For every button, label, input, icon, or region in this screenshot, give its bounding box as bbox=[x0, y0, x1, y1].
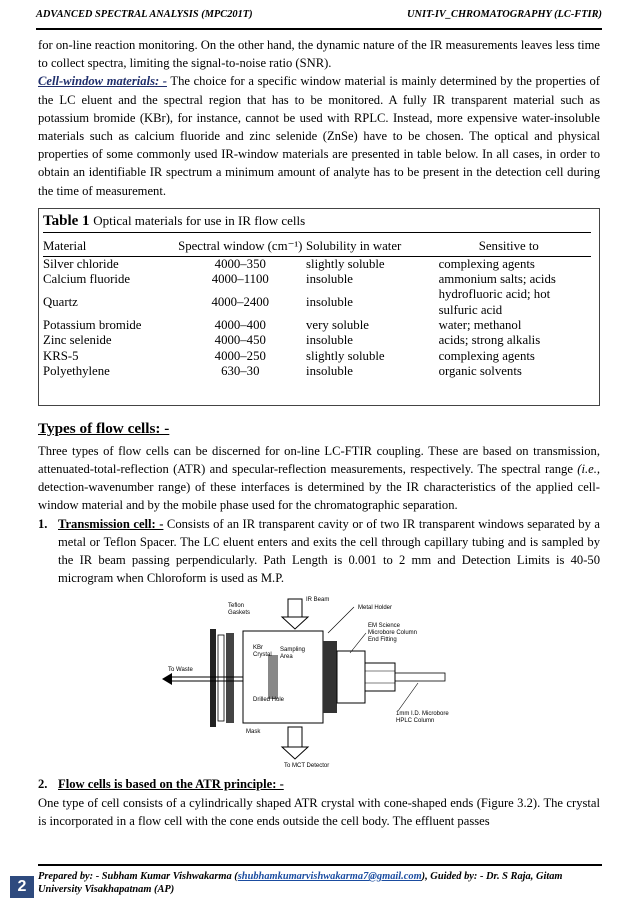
table-cell: slightly soluble bbox=[306, 256, 385, 271]
transmission-cell-figure bbox=[38, 593, 600, 769]
table-cell: Zinc selenide bbox=[43, 333, 112, 348]
list-number: 2. bbox=[38, 777, 48, 792]
label-teflon: Teflon bbox=[228, 603, 245, 610]
types-heading: Types of flow cells: - bbox=[38, 419, 170, 437]
table-cell: Potassium bromide bbox=[43, 318, 142, 333]
label-metal-holder: Metal Holder bbox=[358, 605, 393, 612]
list-item-transmission bbox=[38, 515, 600, 588]
table-cell: acids; strong alkalis bbox=[438, 333, 541, 348]
label-kbr: KBr bbox=[253, 645, 264, 652]
table-cell: hydrofluoric acid; hot sulfuric acid bbox=[438, 287, 551, 317]
types-paragraph bbox=[38, 442, 600, 515]
table-label: Table 1 bbox=[43, 212, 90, 229]
table-row bbox=[43, 256, 591, 272]
cell-window-text: The choice for a specific window material is mainly determined by the properties of the LC eluent and the spectral region that has to be monitored. A fully IR transparent material such as potassium bromide (KBr), for instance, cannot be used with RPLC. Instead, more expensive water-insoluble materials such as calcium fluoride and zinc selenide (ZnSe) have to be chosen. The optical and physical properties of some commonly used IR-window materials are presented in table below. In all cases, in order to obtain an identifiable IR spectrum a minimum amount of analyte has to be present in the detection cell during the time of measurement. bbox=[38, 74, 600, 198]
table-cell: complexing agents bbox=[438, 348, 535, 363]
transmission-text: Consists of an IR transparent cavity or of two IR transparent windows separated by a metal or Teflon Spacer. The LC eluent enters and exits the cell through capillary tubing and is sampled by the IR beam passing perpendicularly. Path Length is 0.001 to 2 mm and Detection Limits is 40-50 microgram when Chloroform is used as M.P. bbox=[58, 516, 600, 586]
table-row bbox=[43, 287, 591, 318]
types-italic: (i.e., bbox=[577, 462, 600, 477]
table-cell: insoluble bbox=[306, 295, 353, 310]
table-row bbox=[43, 272, 591, 287]
table-header-material: Material bbox=[43, 233, 175, 257]
flow-cell-diagram bbox=[158, 593, 488, 769]
author-email-link[interactable]: shubhamkumarvishwakarma7@gmail.com bbox=[237, 871, 422, 882]
cell-window-heading: Cell-window materials: - bbox=[38, 74, 167, 89]
table-header-spectral: Spectral window (cm⁻¹) bbox=[175, 233, 307, 257]
table-cell: very soluble bbox=[306, 318, 369, 333]
table-cell: 4000–1100 bbox=[211, 272, 269, 287]
page-header bbox=[36, 6, 602, 30]
label-em-science: EM Science bbox=[368, 623, 401, 630]
table-header-sensitive: Sensitive to bbox=[427, 233, 591, 257]
table-cell: 4000–450 bbox=[214, 333, 266, 348]
table-row bbox=[43, 349, 591, 364]
footer-credit bbox=[38, 864, 602, 896]
intro-paragraph: for on-line reaction monitoring. On the other hand, the dynamic nature of the IR measurements leaves less time to collect spectra, limiting the signal-to-noise ratio (SNR). bbox=[38, 38, 600, 71]
label-mask: Mask bbox=[246, 729, 261, 736]
table-cell: Polyethylene bbox=[43, 363, 110, 378]
types-text2: detection-wavenumber range) of these interfaces is determined by the IR characteristics of the applied cell-window material and by the mobile phase used for the chromatographic separation. bbox=[38, 480, 600, 513]
header-unit: UNIT-IV_CHROMATOGRAPHY (LC-FTIR) bbox=[406, 9, 602, 20]
table-cell: complexing agents bbox=[438, 256, 535, 271]
table-cell: KRS-5 bbox=[43, 348, 79, 363]
label-microbore-column: Microbore Column bbox=[368, 630, 418, 637]
table-header-solubility: Solubility in water bbox=[306, 233, 427, 257]
list-number: 1. bbox=[38, 516, 48, 531]
table-row bbox=[43, 318, 591, 333]
table-cell: insoluble bbox=[306, 272, 353, 287]
materials-table bbox=[38, 208, 600, 406]
list-item-atr bbox=[38, 775, 600, 793]
footer-prefix: Prepared by: - Subham Kumar Vishwakarma ( bbox=[38, 871, 238, 882]
table-cell: insoluble bbox=[306, 363, 353, 378]
table-title bbox=[43, 213, 591, 233]
table-cell: 4000–250 bbox=[214, 348, 266, 363]
label-area: Area bbox=[280, 654, 293, 661]
table-cell: ammonium salts; acids bbox=[438, 272, 556, 287]
table-cell: water; methanol bbox=[438, 318, 522, 333]
table-cell: 4000–400 bbox=[214, 318, 266, 333]
table-cell: 4000–2400 bbox=[211, 295, 270, 310]
label-sampling: Sampling bbox=[280, 647, 306, 654]
header-course: ADVANCED SPECTRAL ANALYSIS (MPC201T) bbox=[36, 9, 253, 20]
label-drilled-hole: Drilled Hole bbox=[253, 697, 285, 704]
table-caption: Optical materials for use in IR flow cells bbox=[93, 212, 306, 228]
label-to-waste: To Waste bbox=[168, 667, 193, 674]
table-cell: organic solvents bbox=[438, 363, 522, 378]
table-cell: Calcium fluoride bbox=[43, 272, 131, 287]
label-microbore: 1mm I.D. Microbore bbox=[396, 711, 449, 718]
label-hplc-column: HPLC Column bbox=[396, 718, 435, 725]
footer-suffix: ), Guided by: - Dr. S Raja, Gitam University Visakhapatnam (AP) bbox=[38, 871, 563, 895]
label-detector: To MCT Detector bbox=[284, 763, 330, 770]
types-text: Three types of flow cells can be discerned for on-line LC-FTIR coupling. These are based on transmission, attenuated-total-reflection (ATR) and specular-reflection measurements, respectively. The spectral range bbox=[38, 443, 600, 477]
table-cell: 4000–350 bbox=[214, 256, 266, 271]
label-ir-beam: IR Beam bbox=[306, 597, 330, 604]
table-row bbox=[43, 333, 591, 348]
page-footer bbox=[0, 860, 638, 902]
label-gaskets: Gaskets bbox=[228, 610, 251, 617]
table-cell: 630–30 bbox=[221, 363, 260, 378]
table-cell: slightly soluble bbox=[306, 348, 385, 363]
atr-paragraph: One type of cell consists of a cylindrically shaped ATR crystal with cone-shaped ends (Figure 3.2). The crystal is incorporated in a flow cell with the cone ends outside the cell body. The effluent passes bbox=[38, 795, 600, 828]
table-cell: Quartz bbox=[43, 295, 78, 310]
transmission-heading: Transmission cell: - bbox=[58, 516, 164, 531]
label-end-fitting: End Fitting bbox=[368, 637, 397, 644]
table-row bbox=[43, 364, 591, 379]
page-content bbox=[38, 36, 600, 830]
table-cell: insoluble bbox=[306, 333, 353, 348]
cell-window-paragraph bbox=[38, 72, 600, 199]
label-crystal: Crystal bbox=[253, 652, 272, 659]
table-cell: Silver chloride bbox=[43, 256, 119, 271]
page-number: 2 bbox=[10, 876, 34, 898]
atr-heading: Flow cells is based on the ATR principle: - bbox=[58, 777, 284, 792]
